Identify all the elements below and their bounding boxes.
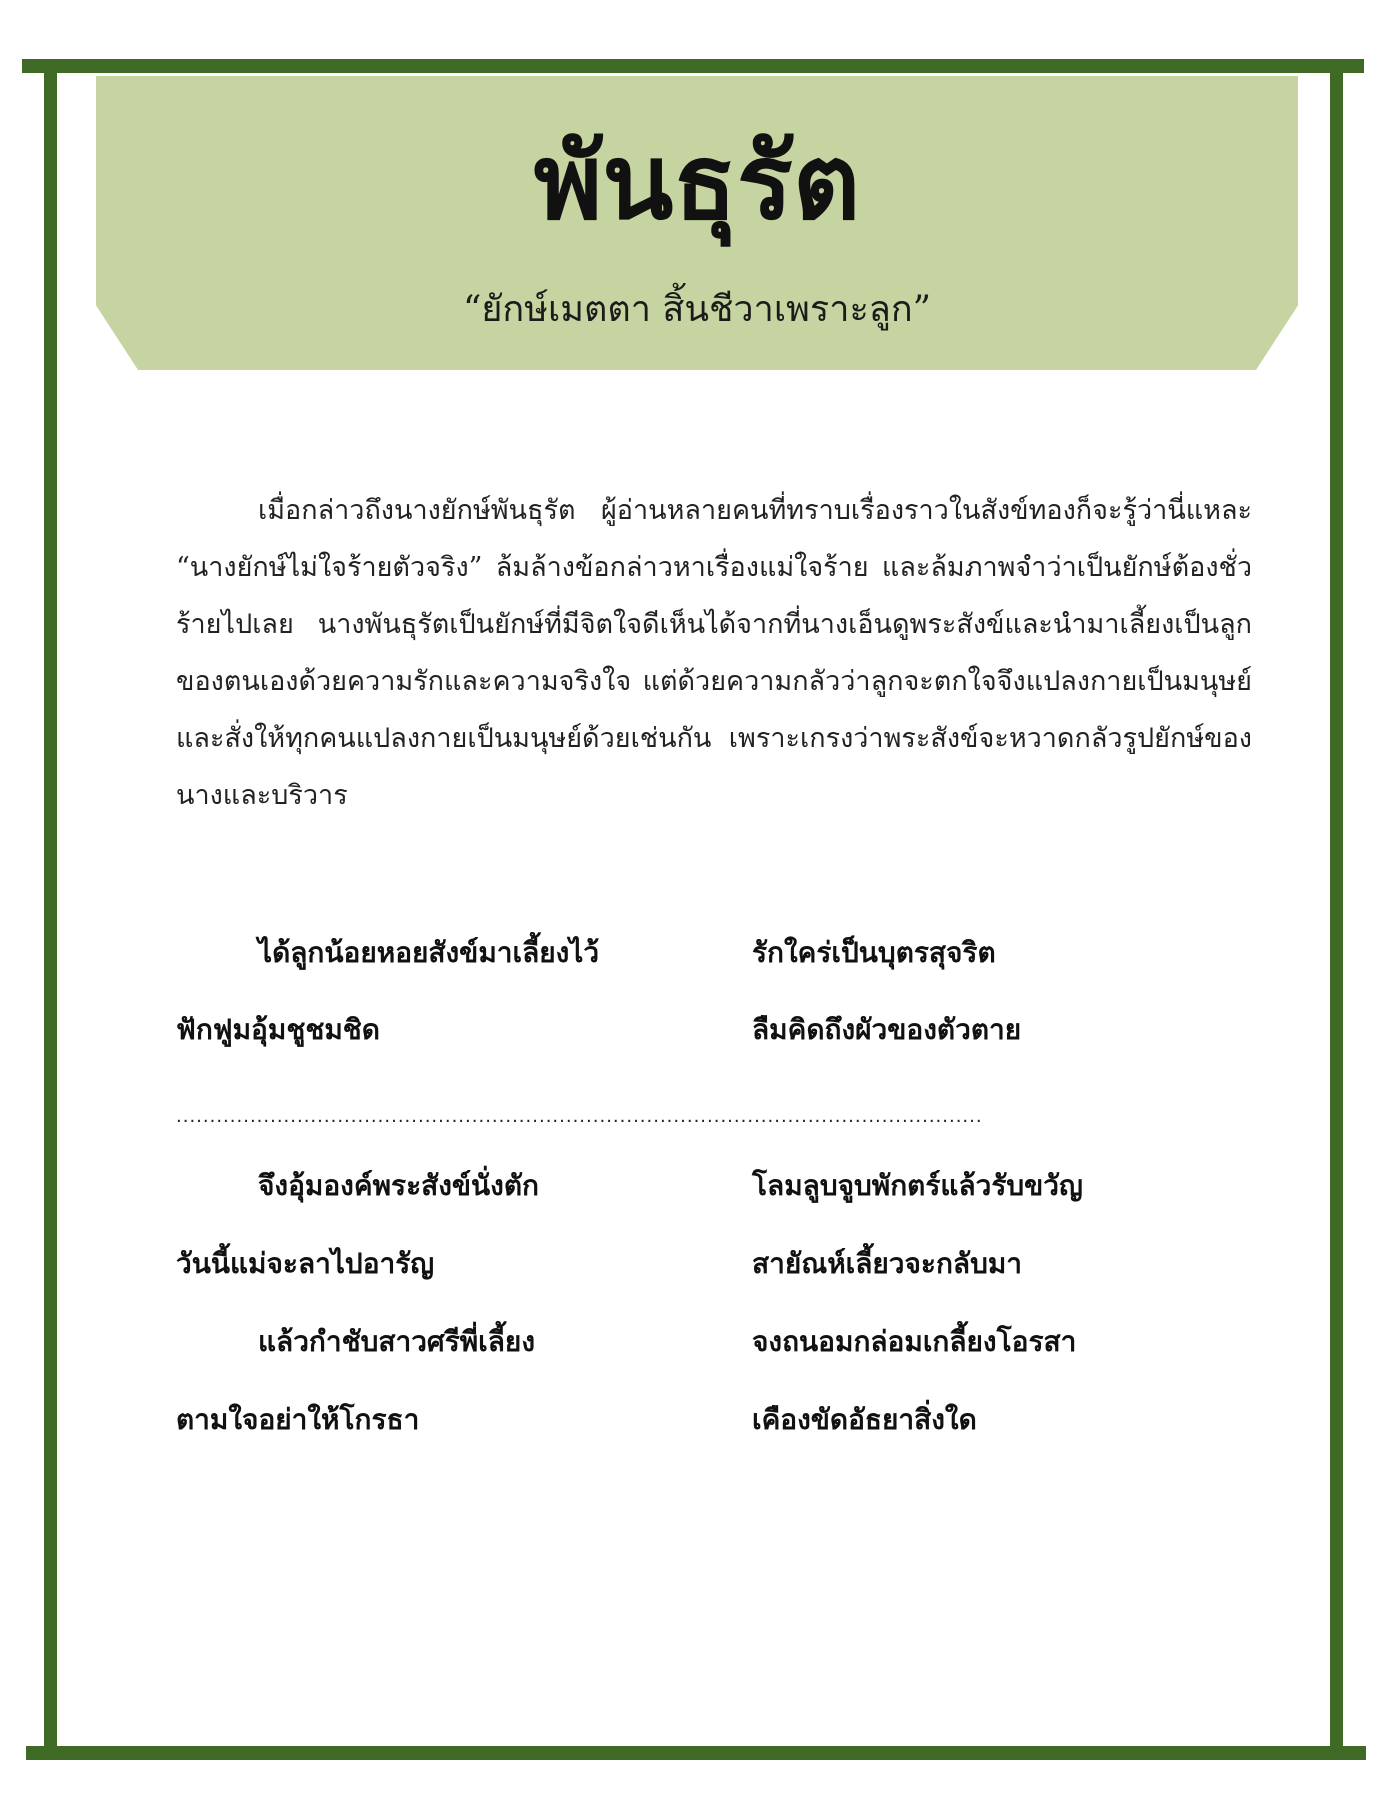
frame-right-bar [1330,66,1343,1754]
verse-line-4-left: วันนี้แม่จะลาไปอารัญ [176,1247,435,1280]
page-subtitle: “ยักษ์เมตตา สิ้นชีวาเพราะลูก” [462,289,932,330]
verse-line-2-right: ลืมคิดถึงผัวของตัวตาย [752,1013,1022,1046]
intro-paragraph: เมื่อกล่าวถึงนางยักษ์พันธุรัต ผู้อ่านหลายคนที่ทราบเรื่องราวในสังข์ทองก็จะรู้ว่านี่แหละ “นางยักษ์ไม่ใจร้ายตัวจริง” ล้มล้างข้อกล่าวหาเรื่องแม่ใจร้าย และล้มภาพจำว่าเป็นยักษ์ต้องชั่วร้ายไปเลย นางพันธุรัตเป็นยักษ์ที่มีจิตใจดีเห็นได้จากที่นางเอ็นดูพระสังข์และนำมาเลี้ยงเป็นลูกของตนเองด้วยความรักและความจริงใจ แต่ด้วยความกลัวว่าลูกจะตกใจจึงแปลงกายเป็นมนุษย์และสั่งให้ทุกคนแปลงกายเป็นมนุษย์ด้วยเช่นกัน เพราะเกรงว่าพระสังข์จะหวาดกลัวรูปยักษ์ของนางและบริวาร [176,495,1252,811]
verse-line-5-right: จงถนอมกล่อมเกลี้ยงโอรสา [752,1325,1077,1358]
verse-line-1-right: รักใคร่เป็นบุตรสุจริต [752,936,996,969]
frame-bottom-bar [26,1746,1366,1760]
verse-line-2-left: ฟักฟูมอุ้มชูชมชิด [176,1013,380,1046]
verse-line-6-left: ตามใจอย่าให้โกรธา [176,1403,420,1436]
verse-line-4-right: สายัณห์เลี้ยวจะกลับมา [752,1247,1023,1280]
verse-line-1-left: ได้ลูกน้อยหอยสังข์มาเลี้ยงไว้ [258,936,600,969]
stanza-separator: ........................................................................................................................ [176,1106,983,1127]
verse-line-3-left: จึงอุ้มองค์พระสังข์นั่งตัก [258,1169,539,1202]
frame-left-bar [44,66,57,1754]
verse-line-6-right: เคืองขัดอัธยาสิ่งใด [752,1403,977,1436]
verse-line-3-right: โลมลูบจูบพักตร์แล้วรับขวัญ [752,1169,1083,1202]
page-title: พันธุรัต [533,121,861,243]
frame-top-bar [22,59,1364,73]
verse-line-5-left: แล้วกำชับสาวศรีพี่เลี้ยง [258,1325,535,1358]
